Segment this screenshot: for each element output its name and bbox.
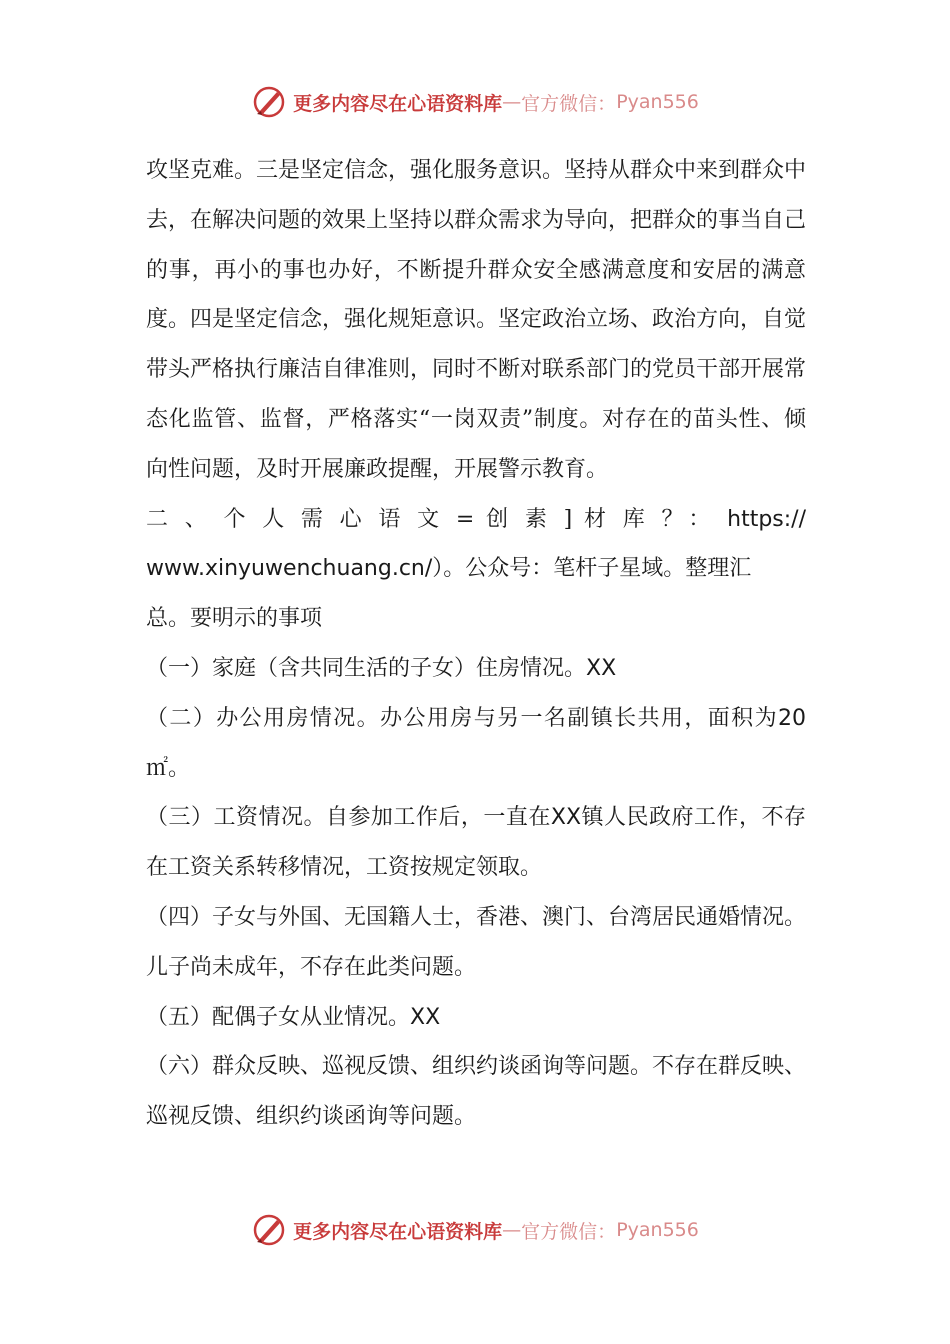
section-heading-rest: ）。公众号：笔杆子星域。整理汇 [432,556,752,582]
section-heading-text: 二 、 个 人 需 心 语 文 = 创 素 ] 材 库 ？： [146,506,716,532]
paragraph: 攻坚克难。三是坚定信念，强化服务意识。坚持从群众中来到群众中去，在解决问题的效果上坚持以群众需求为导向，把群众的事当自己的事，再小的事也办好，不断提升群众安全感满意度和安居的满意度。四是坚定信念，强化规矩意识。坚定政治立场、政治方向，自觉带头严格执行廉洁自律准则，同时不断对联系部门的党员干部开展常态化监管、监督，严格落实“一岗双责”制度。对存在的苗头性、倾向性问题，及时开展廉政提醒，开展警示教育。 [146,158,807,482]
list-item [146,644,806,694]
item-value: XX [550,805,582,831]
item-value: XX [410,1004,441,1030]
url-part1: https:// [727,506,806,532]
list-item: （四）子女与外国、无国籍人士，香港、澳门、台湾居民通婚情况。儿子尚未成年，不存在此类问题。 [146,904,807,980]
footer-banner [0,1208,950,1252]
list-item: （六）群众反映、巡视反馈、组织约谈函询等问题。不存在群反映、巡视反馈、组织约谈函询等问题。 [146,1054,807,1130]
banner-wechat-id: Pyan556 [616,91,699,113]
list-item [146,694,806,794]
pen-logo-icon [251,1212,287,1248]
item-text-after: 。 [168,755,191,781]
list-item [146,793,806,893]
banner-dash: — [502,1219,522,1241]
item-text: （三）工资情况。自参加工作后，一直在 [146,805,551,831]
url-part2: www.xinyuwenchuang.cn/ [146,556,433,582]
section-heading-line1 [146,495,806,545]
pen-logo-icon [251,84,287,120]
item-text-after: 镇人民政府工作，不存在工资关系转移情况，工资按规定领取。 [146,805,806,881]
banner-red-text: 更多内容尽在心语资料库 [293,92,503,115]
banner-wechat-id: Pyan556 [616,1219,699,1241]
banner-dash: — [502,91,522,113]
banner-red-text: 更多内容尽在心语资料库 [293,1220,503,1243]
item-text: （五）配偶子女从业情况。 [146,1004,411,1030]
item-value: 20㎡ [146,705,806,781]
document-body [146,146,806,1142]
section-heading-line2 [146,544,806,594]
item-text: （一）家庭（含共同生活的子女）住房情况。 [146,655,587,681]
list-item [146,993,806,1043]
banner-pink-text: 官方微信： [521,1220,617,1243]
section-heading-line3: 总。要明示的事项 [146,606,323,632]
header-banner [0,80,950,124]
banner-pink-text: 官方微信： [521,92,617,115]
item-text: （二）办公用房情况。办公用房与另一名副镇长共用，面积为 [146,705,778,731]
item-value: XX [586,655,617,681]
